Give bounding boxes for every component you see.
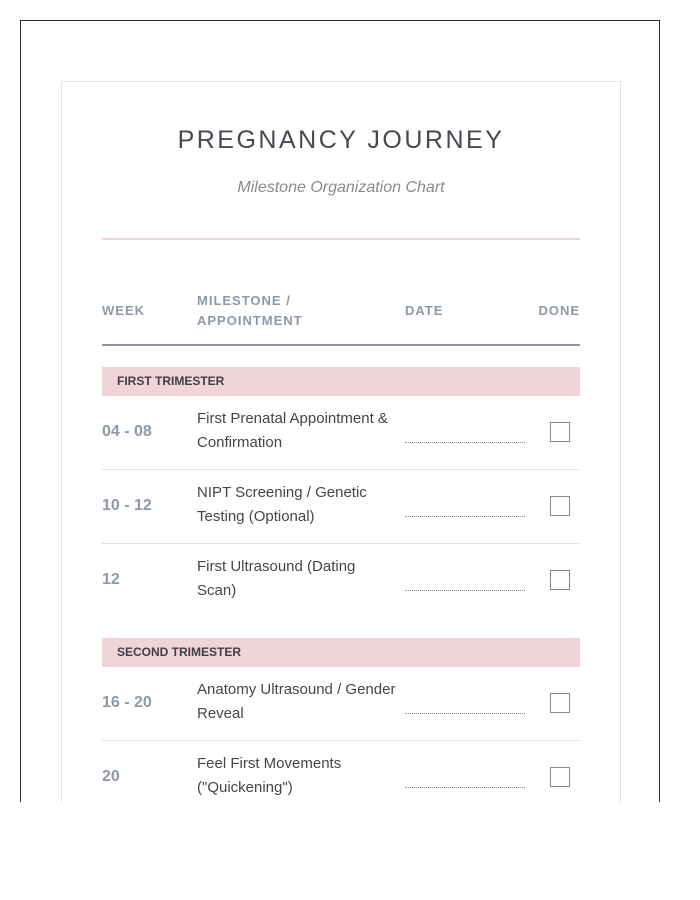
- date-field[interactable]: [405, 442, 525, 443]
- milestone-cell: NIPT Screening / Genetic Testing (Optional): [197, 484, 367, 525]
- week-cell: 12: [102, 571, 120, 588]
- milestone-cell: Feel First Movements ("Quickening"): [197, 755, 342, 796]
- milestone-table: [102, 282, 580, 802]
- section-label: FIRST TRIMESTER: [117, 374, 225, 388]
- date-field[interactable]: [405, 590, 525, 591]
- done-checkbox[interactable]: [550, 693, 570, 713]
- done-checkbox[interactable]: [550, 767, 570, 787]
- section-rows: [102, 396, 580, 617]
- page-subtitle: Milestone Organization Chart: [237, 179, 445, 196]
- milestone-cell: First Ultrasound (Dating Scan): [197, 558, 356, 599]
- table-row: [102, 741, 580, 802]
- column-header-milestone: MILESTONE / APPOINTMENT: [197, 293, 303, 328]
- milestone-cell: First Prenatal Appointment & Confirmation: [197, 410, 388, 451]
- date-field[interactable]: [405, 713, 525, 714]
- column-header-done: DONE: [538, 303, 580, 318]
- column-header-week: WEEK: [102, 303, 145, 318]
- section-label: SECOND TRIMESTER: [117, 645, 242, 659]
- column-header-date: DATE: [405, 303, 444, 318]
- date-field[interactable]: [405, 787, 525, 788]
- done-checkbox[interactable]: [550, 570, 570, 590]
- table-row: [102, 667, 580, 741]
- section-first-trimester: [102, 367, 580, 396]
- table-row: [102, 396, 580, 470]
- page-title: PREGNANCY JOURNEY: [177, 126, 505, 154]
- done-checkbox[interactable]: [550, 422, 570, 442]
- title-divider: [102, 238, 580, 240]
- done-checkbox[interactable]: [550, 496, 570, 516]
- date-field[interactable]: [405, 516, 525, 517]
- milestone-cell: Anatomy Ultrasound / Gender Reveal: [197, 681, 396, 722]
- week-cell: 10 - 12: [102, 497, 152, 514]
- table-row: [102, 544, 580, 617]
- table-header: [102, 282, 580, 346]
- week-cell: 04 - 08: [102, 423, 152, 440]
- week-cell: 16 - 20: [102, 694, 152, 711]
- section-rows: [102, 667, 580, 802]
- table-row: [102, 470, 580, 544]
- week-cell: 20: [102, 768, 120, 785]
- section-second-trimester: [102, 638, 580, 667]
